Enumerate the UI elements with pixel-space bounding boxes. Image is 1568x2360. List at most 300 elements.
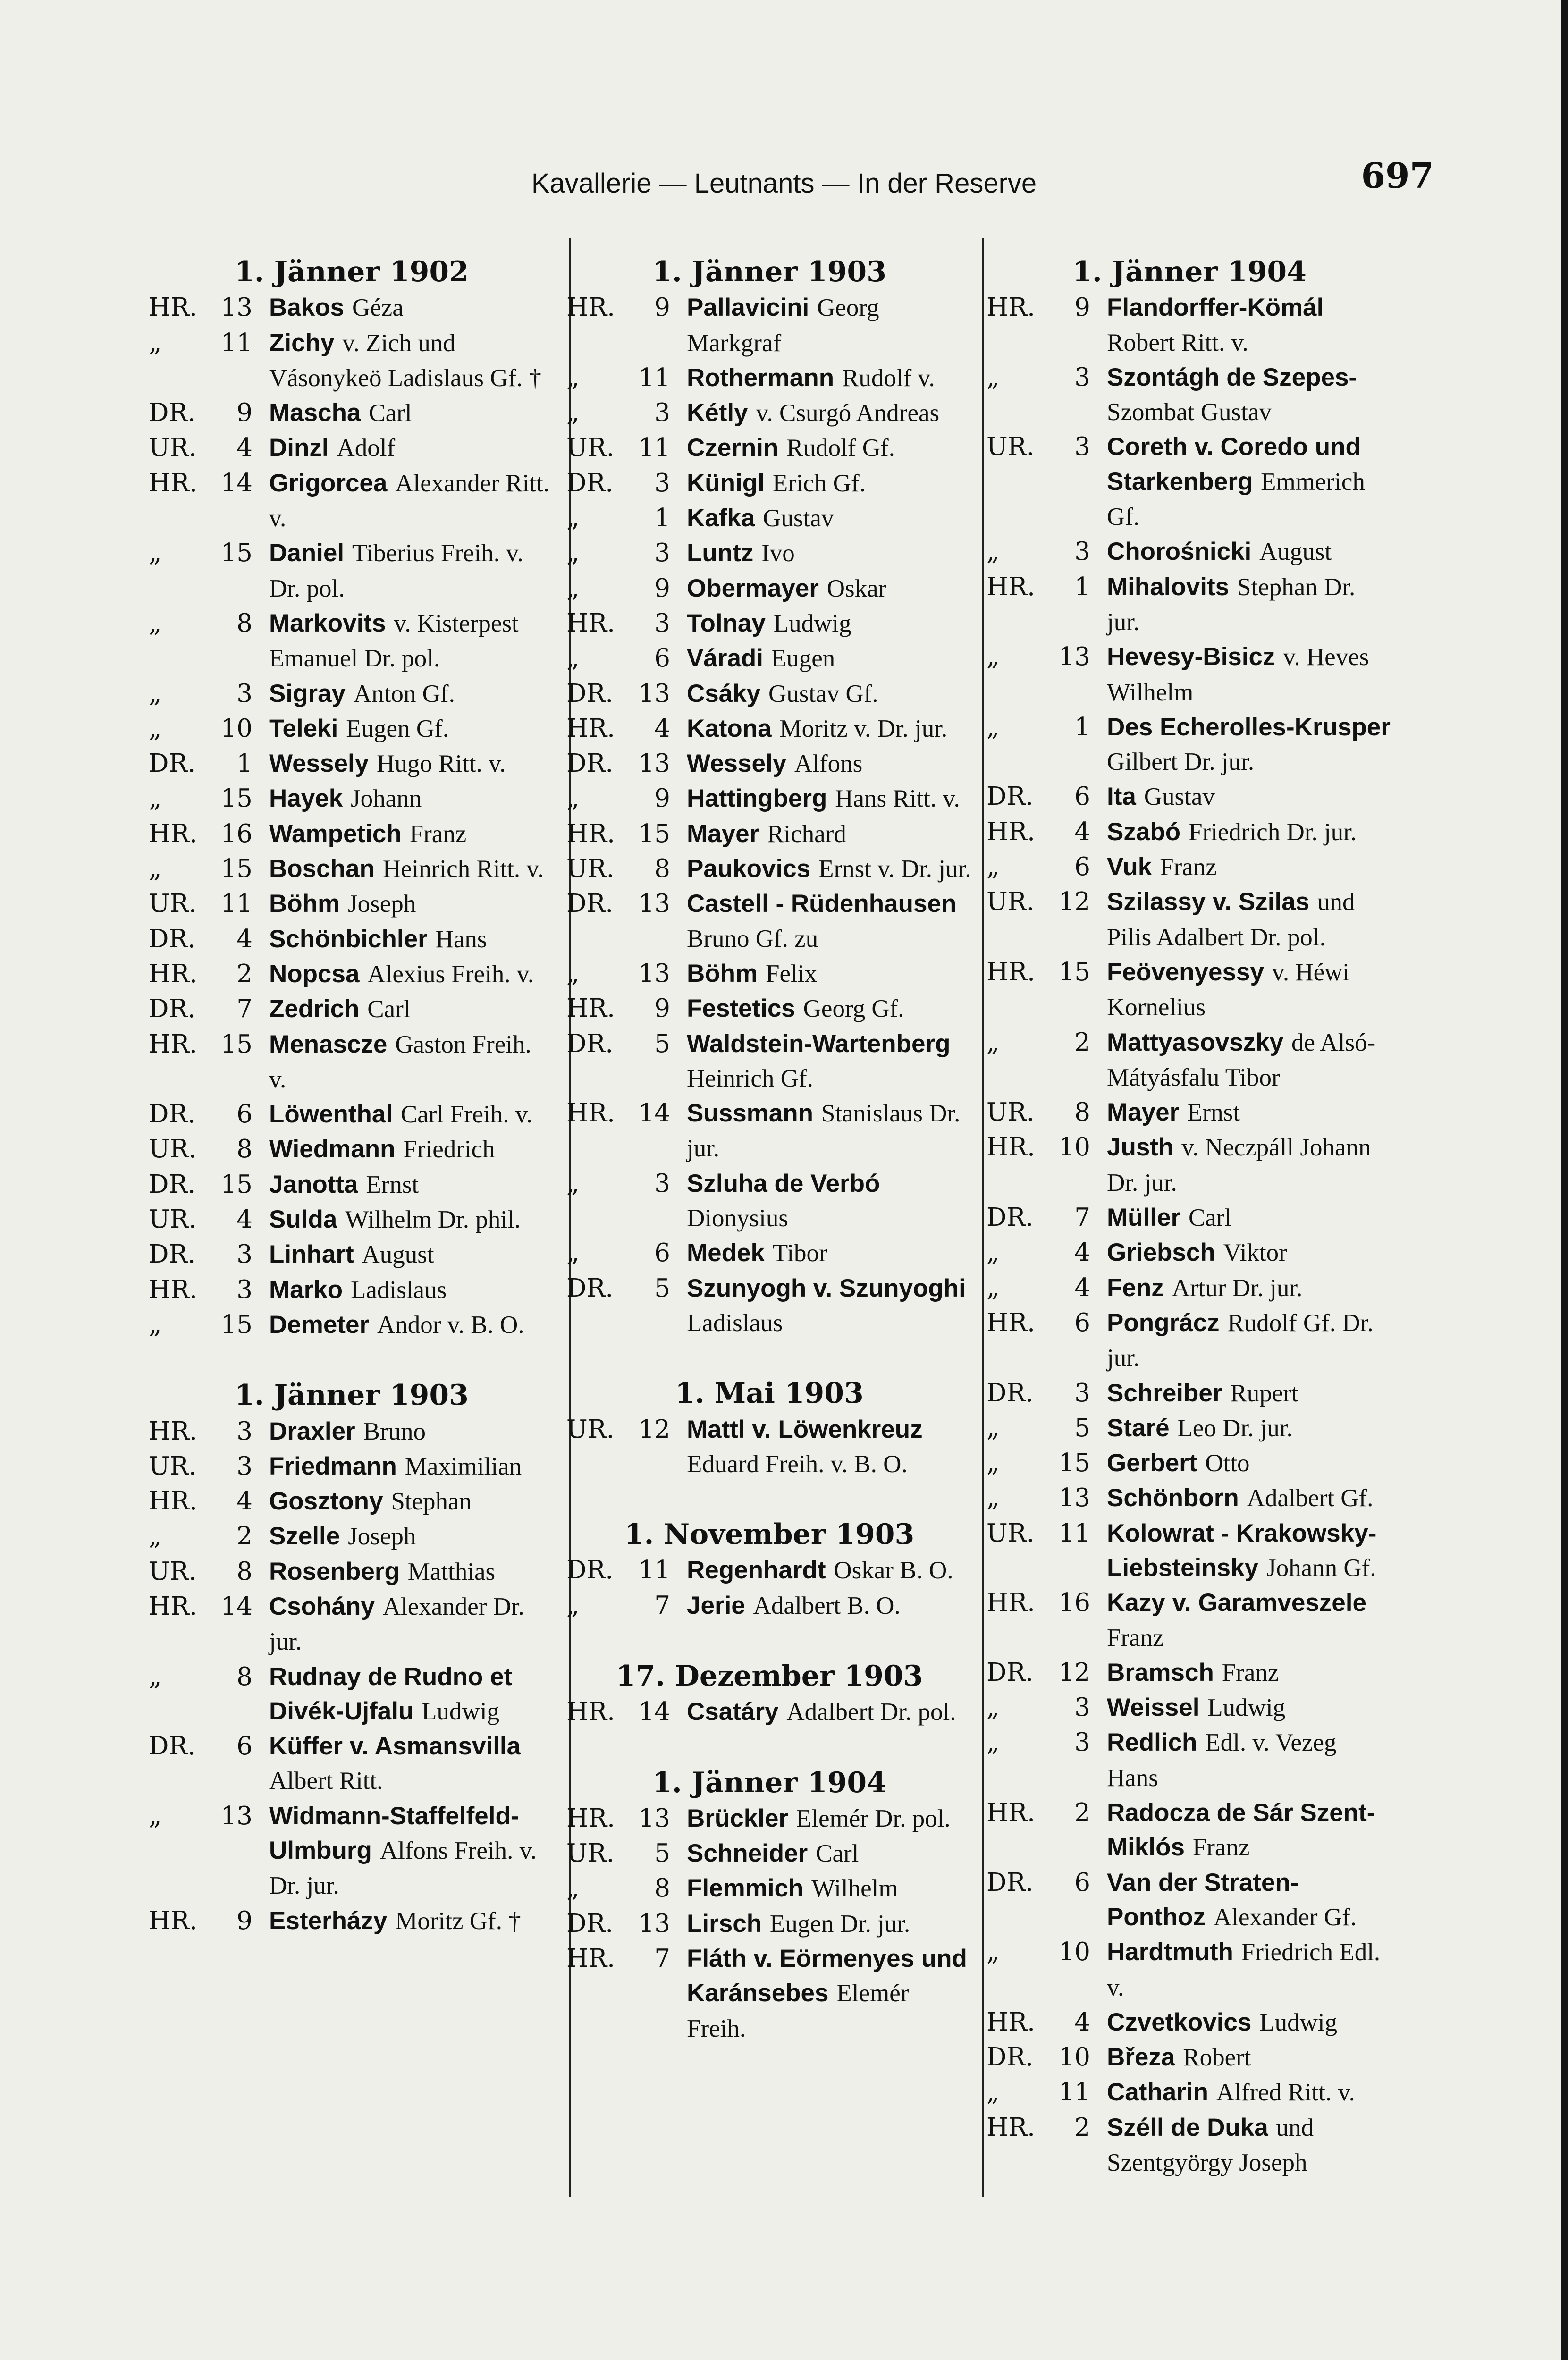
regiment-abbrev: HR.	[986, 293, 1035, 322]
roster-entry	[566, 361, 972, 396]
roster-entry	[986, 1446, 1392, 1481]
officer-details: Franz	[1222, 1659, 1279, 1686]
officer-details: Ladislaus	[687, 1309, 783, 1337]
roster-entry	[566, 1166, 972, 1236]
officer-details: Hans Ritt. v.	[835, 785, 960, 813]
officer-surname: Kazy v. Garamveszele	[1107, 1589, 1366, 1617]
regiment-abbrev: HR.	[566, 1804, 615, 1833]
regiment-number: 8	[236, 608, 253, 638]
regiment-number: 10	[1058, 1133, 1090, 1162]
officer-details: Friedrich Dr. jur.	[1188, 818, 1357, 846]
regiment-number: 14	[638, 1099, 670, 1128]
officer-surname: Markovits	[269, 609, 386, 637]
regiment-number: 6	[654, 644, 670, 673]
roster-entry	[986, 710, 1392, 780]
officer-details: Ernst	[1187, 1099, 1240, 1127]
regiment-abbrev: DR.	[986, 1658, 1034, 1687]
officer-details: August	[362, 1241, 434, 1269]
officer-surname: Dinzl	[269, 434, 329, 462]
officer-surname: Küffer v. Asmansvilla	[269, 1732, 521, 1761]
officer-details: Felix	[766, 960, 817, 987]
section-heading: 17. Dezember 1903	[615, 1659, 923, 1693]
roster-entry	[149, 1589, 555, 1660]
regiment-abbrev: DR.	[566, 1556, 614, 1585]
officer-details: Rudolf Gf. Dr. jur.	[1107, 1309, 1374, 1372]
regiment-abbrev: DR.	[566, 1909, 614, 1938]
officer-surname: Löwenthal	[269, 1100, 393, 1129]
officer-surname: Kafka	[687, 504, 755, 532]
roster-entry	[986, 1865, 1392, 1935]
officer-details: Eugen Gf.	[346, 715, 449, 742]
officer-surname: Bakos	[269, 294, 345, 322]
roster-entry	[986, 534, 1392, 569]
roster-entry	[566, 886, 972, 956]
officer-surname: Boschan	[269, 855, 375, 883]
regiment-abbrev: UR.	[149, 1135, 197, 1164]
officer-details: Georg Gf.	[803, 995, 904, 1023]
roster-entry	[149, 992, 555, 1027]
officer-details: Bruno	[363, 1417, 426, 1445]
officer-surname: Mayer	[687, 819, 759, 848]
officer-surname: Katona	[687, 714, 772, 742]
regiment-abbrev: „	[986, 537, 1000, 566]
roster-entry	[566, 641, 972, 676]
officer-surname: Catharin	[1107, 2078, 1208, 2107]
officer-surname: Schneider	[687, 1839, 808, 1868]
regiment-number: 13	[220, 1801, 253, 1830]
regiment-number: 6	[1074, 1308, 1090, 1337]
regiment-number: 9	[654, 573, 670, 603]
officer-details: und Szentgyörgy Joseph	[1107, 2114, 1314, 2177]
regiment-abbrev: UR.	[986, 887, 1035, 917]
regiment-number: 4	[1074, 2007, 1090, 2037]
officer-details: Eugen Dr. jur.	[769, 1910, 910, 1938]
officer-surname: Chorośnicki	[1107, 538, 1252, 566]
roster-entry	[566, 676, 972, 711]
roster-entry	[149, 1027, 555, 1097]
roster-entry	[149, 922, 555, 957]
officer-surname: Nopcsa	[269, 960, 360, 988]
regiment-abbrev: UR.	[149, 1557, 197, 1586]
officer-surname: Váradi	[687, 644, 764, 673]
regiment-number: 9	[654, 293, 670, 322]
officer-details: Moritz v. Dr. jur.	[779, 715, 948, 742]
officer-surname: Demeter	[269, 1310, 370, 1339]
regiment-abbrev: „	[149, 784, 162, 813]
officer-surname: Szunyogh v. Szunyoghi	[687, 1274, 966, 1302]
officer-details: Alfons	[794, 750, 863, 778]
regiment-number: 11	[1058, 2078, 1090, 2107]
regiment-number: 4	[1074, 1273, 1090, 1302]
regiment-abbrev: UR.	[986, 1518, 1035, 1548]
officer-details: Ernst v. Dr. jur.	[818, 855, 971, 883]
officer-details: Adalbert Dr. pol.	[786, 1698, 956, 1726]
officer-surname: Des Echerolles-Krusper	[1107, 713, 1391, 741]
officer-surname: Schreiber	[1107, 1379, 1222, 1407]
officer-details: Alfons Freih. v. Dr. jur.	[269, 1837, 537, 1900]
regiment-number: 4	[654, 714, 670, 743]
regiment-number: 3	[654, 539, 670, 568]
officer-surname: Pallavicini	[687, 294, 809, 322]
regiment-abbrev: HR.	[986, 1308, 1035, 1337]
roster-entry	[986, 570, 1392, 640]
regiment-number: 3	[236, 1240, 253, 1269]
regiment-number: 2	[236, 1522, 253, 1551]
roster-entry	[986, 1200, 1392, 1235]
roster-entry	[566, 817, 972, 851]
column-3	[986, 255, 1392, 2180]
officer-details: Ivo	[761, 539, 795, 567]
regiment-number: 13	[638, 889, 670, 919]
officer-details: Oskar	[826, 574, 887, 602]
regiment-abbrev: HR.	[986, 817, 1035, 846]
officer-details: Heinrich Ritt. v.	[382, 855, 544, 883]
regiment-abbrev: HR.	[986, 957, 1035, 986]
regiment-number: 3	[236, 1451, 253, 1481]
officer-surname: Böhm	[687, 959, 758, 987]
officer-surname: Szabó	[1107, 818, 1181, 846]
regiment-number: 7	[654, 1944, 670, 1973]
roster-entry	[986, 2040, 1392, 2075]
roster-entry	[986, 2110, 1392, 2181]
regiment-abbrev: „	[566, 784, 580, 813]
section-heading: 1. Jänner 1904	[1072, 255, 1307, 288]
regiment-abbrev: „	[986, 712, 1000, 742]
regiment-number: 10	[1058, 1938, 1090, 1967]
officer-surname: Redlich	[1107, 1728, 1197, 1757]
officer-surname: Tolnay	[687, 609, 766, 637]
officer-surname: Linhart	[269, 1240, 354, 1269]
regiment-number: 13	[638, 749, 670, 778]
roster-entry	[149, 1414, 555, 1449]
officer-details: Eduard Freih. v. B. O.	[687, 1450, 908, 1478]
officer-details: v. Heves Wilhelm	[1107, 643, 1369, 706]
regiment-abbrev: DR.	[149, 1732, 196, 1761]
regiment-abbrev: HR.	[986, 2007, 1035, 2037]
regiment-abbrev: „	[986, 1273, 1000, 1302]
roster-entry	[149, 326, 555, 396]
regiment-number: 3	[654, 608, 670, 638]
roster-entry	[149, 536, 555, 606]
officer-details: Ludwig	[1259, 2008, 1338, 2036]
officer-details: Dionysius	[687, 1205, 788, 1232]
officer-surname: Széll de Duka	[1107, 2113, 1268, 2141]
regiment-abbrev: UR.	[149, 433, 197, 463]
roster-entry	[149, 746, 555, 781]
regiment-number: 14	[638, 1697, 670, 1727]
regiment-abbrev: HR.	[149, 959, 197, 988]
section-heading: 1. Mai 1903	[675, 1377, 864, 1410]
regiment-abbrev: „	[986, 642, 1000, 672]
regiment-abbrev: „	[149, 328, 162, 357]
roster-entry	[566, 501, 972, 536]
regiment-abbrev: HR.	[986, 1798, 1035, 1828]
officer-details: v. Kisterpest Emanuel Dr. pol.	[269, 609, 519, 673]
regiment-abbrev: UR.	[149, 1205, 197, 1234]
regiment-number: 10	[1058, 2043, 1090, 2072]
officer-details: Franz	[409, 820, 467, 848]
officer-details: Erich Gf.	[772, 469, 866, 497]
regiment-number: 3	[236, 1275, 253, 1304]
officer-surname: Esterházy	[269, 1906, 388, 1935]
roster-entry	[149, 1273, 555, 1307]
officer-surname: Obermayer	[687, 574, 819, 602]
officer-details: Géza	[352, 294, 404, 322]
officer-details: Szombat Gustav	[1107, 398, 1272, 426]
officer-surname: Schönborn	[1107, 1484, 1239, 1512]
officer-surname: Müller	[1107, 1204, 1181, 1232]
officer-surname: Menascze	[269, 1030, 388, 1058]
officer-details: Robert Ritt. v.	[1107, 329, 1248, 356]
roster-entry	[149, 1167, 555, 1202]
officer-surname: Jerie	[687, 1591, 745, 1619]
officer-surname: Mihalovits	[1107, 573, 1230, 601]
officer-details: Ladislaus	[350, 1276, 447, 1304]
regiment-abbrev: „	[149, 608, 162, 638]
roster-entry	[986, 885, 1392, 955]
roster-entry	[149, 290, 555, 325]
roster-entry	[566, 1588, 972, 1623]
officer-details: Elemér Freih.	[687, 1980, 909, 2042]
regiment-number: 12	[1058, 1658, 1090, 1687]
officer-surname: Czernin	[687, 434, 779, 462]
regiment-number: 2	[1074, 1028, 1090, 1057]
officer-details: Gilbert Dr. jur.	[1107, 748, 1255, 776]
regiment-number: 9	[236, 398, 253, 428]
regiment-abbrev: UR.	[566, 433, 615, 463]
regiment-abbrev: HR.	[149, 1275, 197, 1304]
regiment-abbrev: „	[986, 1413, 1000, 1442]
regiment-abbrev: „	[566, 398, 580, 428]
officer-surname: Flemmich	[687, 1874, 804, 1903]
regiment-number: 5	[654, 1839, 670, 1868]
officer-surname: Csatáry	[687, 1698, 779, 1726]
officer-details: v. Neczpáll Johann Dr. jur.	[1107, 1134, 1371, 1197]
regiment-number: 15	[638, 819, 670, 848]
regiment-number: 13	[638, 679, 670, 708]
roster-entry	[986, 2005, 1392, 2040]
officer-details: Wilhelm	[811, 1875, 898, 1903]
regiment-number: 13	[638, 959, 670, 988]
regiment-abbrev: DR.	[566, 1273, 614, 1303]
officer-surname: Szontágh de Szepes-	[1107, 363, 1357, 391]
page-number: 697	[1361, 156, 1434, 196]
regiment-number: 1	[1074, 572, 1090, 601]
officer-details: Ludwig	[773, 609, 851, 637]
officer-surname: Medek	[687, 1239, 765, 1267]
regiment-number: 3	[654, 1169, 670, 1198]
roster-entry	[566, 1553, 972, 1588]
officer-details: Franz	[1107, 1624, 1164, 1652]
officer-surname: Schönbichler	[269, 925, 428, 953]
officer-surname: Widmann-Staffelfeld-Ulmburg	[269, 1802, 519, 1865]
regiment-abbrev: „	[986, 1028, 1000, 1057]
regiment-number: 8	[236, 1662, 253, 1691]
officer-surname: Czvetkovics	[1107, 2008, 1252, 2036]
regiment-number: 6	[1074, 852, 1090, 882]
officer-details: Johann	[351, 785, 422, 813]
regiment-abbrev: „	[986, 1693, 1000, 1722]
officer-details: Gustav	[1144, 783, 1215, 811]
regiment-abbrev: DR.	[566, 749, 614, 778]
regiment-abbrev: „	[986, 2078, 1000, 2107]
officer-surname: Weissel	[1107, 1694, 1200, 1722]
officer-surname: Mayer	[1107, 1098, 1180, 1127]
regiment-number: 15	[220, 539, 253, 568]
regiment-number: 6	[654, 1239, 670, 1268]
regiment-number: 8	[1074, 1098, 1090, 1127]
officer-details: Stephan Dr. jur.	[1107, 573, 1356, 636]
regiment-number: 15	[1058, 957, 1090, 986]
roster-entry	[986, 1095, 1392, 1130]
regiment-abbrev: HR.	[149, 819, 197, 848]
regiment-number: 15	[220, 854, 253, 884]
officer-details: Tiberius Freih. v. Dr. pol.	[269, 539, 523, 602]
regiment-number: 14	[220, 468, 253, 497]
officer-details: August	[1259, 538, 1332, 566]
roster-entry	[149, 711, 555, 746]
regiment-abbrev: HR.	[986, 2113, 1035, 2142]
regiment-abbrev: „	[986, 1483, 1000, 1513]
roster-entry	[986, 955, 1392, 1025]
regiment-number: 8	[654, 854, 670, 884]
regiment-number: 11	[220, 328, 253, 357]
regiment-number: 6	[1074, 1868, 1090, 1897]
roster-entry	[566, 711, 972, 746]
regiment-abbrev: UR.	[986, 1098, 1035, 1127]
officer-surname: Castell - Rüdenhausen	[687, 890, 957, 918]
officer-details: Andor v. B. O.	[377, 1311, 524, 1339]
officer-details: Edl. v. Vezeg Hans	[1107, 1729, 1337, 1792]
officer-details: Alexander Dr. jur.	[269, 1593, 524, 1656]
officer-details: Wilhelm Dr. phil.	[345, 1206, 521, 1234]
regiment-abbrev: DR.	[986, 1868, 1034, 1897]
regiment-number: 13	[1058, 1483, 1090, 1513]
regiment-number: 12	[1058, 887, 1090, 917]
regiment-number: 11	[638, 363, 670, 392]
regiment-abbrev: DR.	[566, 679, 614, 708]
roster-entry	[986, 779, 1392, 814]
regiment-number: 3	[1074, 1693, 1090, 1722]
regiment-abbrev: DR.	[566, 468, 614, 497]
officer-surname: Pongrácz	[1107, 1308, 1220, 1337]
officer-surname: Sulda	[269, 1205, 337, 1234]
regiment-abbrev: „	[149, 1522, 162, 1551]
regiment-number: 3	[1074, 537, 1090, 566]
regiment-number: 7	[654, 1591, 670, 1620]
regiment-number: 4	[1074, 817, 1090, 846]
officer-details: Alfred Ritt. v.	[1216, 2079, 1355, 2107]
roster-entry	[566, 606, 972, 641]
officer-surname: Hattingberg	[687, 784, 827, 813]
column-divider	[982, 238, 984, 2197]
regiment-abbrev: HR.	[566, 714, 615, 743]
roster-entry	[149, 1132, 555, 1167]
roster-entry	[986, 1481, 1392, 1516]
regiment-abbrev: HR.	[566, 1944, 615, 1973]
officer-surname: Mattyasovszky	[1107, 1028, 1284, 1056]
officer-surname: Paukovics	[687, 855, 811, 883]
roster-entry	[986, 1376, 1392, 1411]
officer-details: Matthias	[407, 1558, 496, 1585]
roster-entry	[566, 1871, 972, 1906]
officer-surname: Marko	[269, 1275, 343, 1304]
officer-surname: Daniel	[269, 539, 345, 567]
regiment-number: 5	[1074, 1413, 1090, 1442]
regiment-number: 13	[638, 1909, 670, 1938]
roster-entry	[566, 571, 972, 606]
roster-entry	[149, 1799, 555, 1904]
regiment-abbrev: DR.	[149, 1100, 196, 1129]
regiment-number: 5	[654, 1273, 670, 1303]
roster-entry	[566, 536, 972, 571]
officer-surname: Szluha de Verbó	[687, 1169, 880, 1197]
officer-details: Friedrich	[403, 1136, 495, 1163]
officer-details: Elemér Dr. pol.	[796, 1804, 951, 1832]
officer-surname: Mattl v. Löwenkreuz	[687, 1415, 923, 1443]
officer-details: Ernst	[366, 1171, 419, 1198]
officer-details: Richard	[767, 820, 846, 848]
officer-details: Adalbert Gf.	[1247, 1484, 1374, 1512]
officer-details: Maximilian	[405, 1452, 522, 1480]
roster-entry	[149, 886, 555, 921]
roster-entry	[566, 1412, 972, 1482]
regiment-abbrev: „	[986, 1449, 1000, 1478]
officer-surname: Szilassy v. Szilas	[1107, 888, 1310, 916]
officer-surname: Teleki	[269, 714, 338, 742]
regiment-number: 3	[1074, 1728, 1090, 1757]
regiment-abbrev: HR.	[566, 994, 615, 1023]
officer-surname: Brückler	[687, 1804, 789, 1832]
regiment-abbrev: HR.	[986, 1133, 1035, 1162]
regiment-number: 9	[236, 1906, 253, 1935]
officer-details: Friedrich Edl. v.	[1107, 1939, 1381, 2001]
regiment-abbrev: „	[566, 504, 580, 533]
regiment-number: 7	[1074, 1203, 1090, 1232]
regiment-number: 3	[654, 398, 670, 428]
officer-surname: Březa	[1107, 2043, 1175, 2072]
roster-entry	[566, 1096, 972, 1166]
regiment-abbrev: „	[566, 539, 580, 568]
regiment-number: 11	[1058, 1518, 1090, 1548]
officer-details: Hans	[435, 925, 487, 953]
roster-entry	[149, 1484, 555, 1519]
roster-entry	[986, 1271, 1392, 1306]
regiment-abbrev: DR.	[986, 1378, 1034, 1408]
regiment-number: 2	[1074, 1798, 1090, 1828]
officer-details: und Pilis Adalbert Dr. pol.	[1107, 888, 1355, 951]
officer-details: Gaston Freih. v.	[269, 1030, 531, 1093]
officer-details: Heinrich Gf.	[687, 1064, 813, 1092]
officer-details: Alexius Freih. v.	[367, 960, 534, 988]
officer-surname: Rosenberg	[269, 1557, 400, 1585]
regiment-number: 8	[236, 1135, 253, 1164]
regiment-number: 7	[236, 995, 253, 1024]
regiment-abbrev: „	[149, 539, 162, 568]
officer-details: v. Csurgó Andreas	[756, 399, 940, 427]
officer-details: Carl	[1188, 1204, 1232, 1232]
regiment-abbrev: DR.	[986, 782, 1034, 811]
regiment-number: 4	[236, 1205, 253, 1234]
regiment-abbrev: „	[149, 679, 162, 708]
regiment-number: 3	[236, 679, 253, 708]
regiment-number: 12	[638, 1415, 670, 1444]
officer-surname: Draxler	[269, 1417, 355, 1445]
regiment-abbrev: HR.	[566, 1099, 615, 1128]
regiment-abbrev: „	[986, 1938, 1000, 1967]
roster-entry	[149, 1449, 555, 1484]
officer-surname: Fenz	[1107, 1273, 1164, 1302]
